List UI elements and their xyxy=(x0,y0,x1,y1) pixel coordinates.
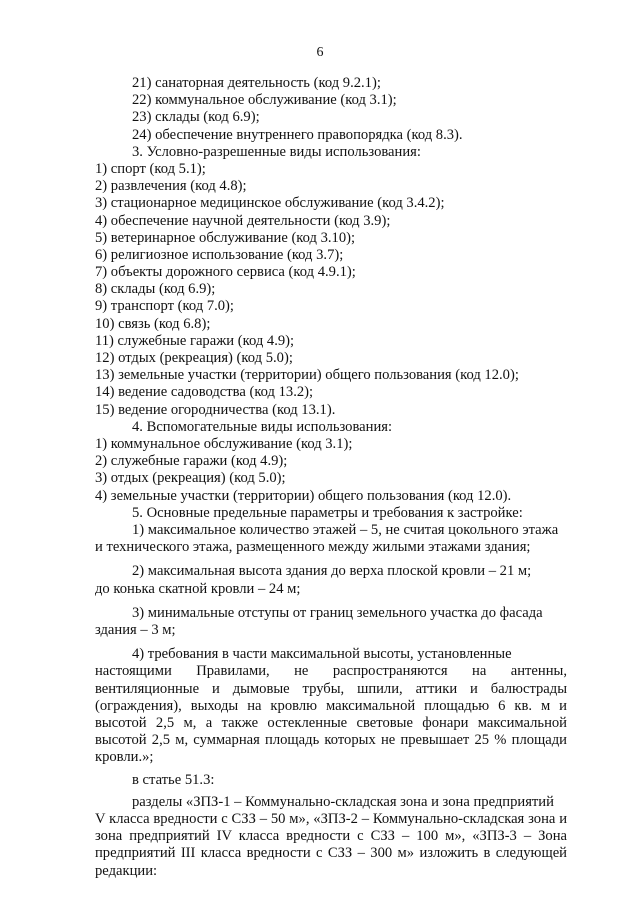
paragraphs-block xyxy=(95,522,567,880)
paragraph-first-line: 2) максимальная высота здания до верха плоской кровли – 21 м; xyxy=(132,563,532,580)
list-line: 3) стационарное медицинское обслуживание (код 3.4.2); xyxy=(95,195,445,212)
list-line: 8) склады (код 6.9); xyxy=(95,281,216,298)
paragraph-rest: настоящими Правилами, не распространяются на антенны, вентиляционные и дымовые трубы, шпили, аттики и балюстрады (ограждения), выходы на кровлю максимальной площадью 6 кв. м и высотой 2,5 м, а также остекленные световые фонари максимальной высотой 2,5 м, суммарная площадь которых не превышает 25 % площади кровли.»; xyxy=(95,663,567,766)
page-number: 6 xyxy=(316,45,324,60)
list-line: 5) ветеринарное обслуживание (код 3.10); xyxy=(95,229,356,246)
list-line: 11) служебные гаражи (код 4.9); xyxy=(95,332,295,349)
list-line: 22) коммунальное обслуживание (код 3.1); xyxy=(132,92,397,109)
list-line: 23) склады (код 6.9); xyxy=(132,109,260,126)
section-heading-4: 4. Вспомогательные виды использования: xyxy=(132,418,393,435)
list-line: 1) спорт (код 5.1); xyxy=(95,160,206,177)
list-line: 2) развлечения (код 4.8); xyxy=(95,178,247,195)
list-line: 2) служебные гаражи (код 4.9); xyxy=(95,453,288,470)
list-line: 9) транспорт (код 7.0); xyxy=(95,298,234,315)
paragraph-4 xyxy=(95,646,567,766)
list-line: 7) объекты дорожного сервиса (код 4.9.1); xyxy=(95,264,356,281)
list-line: 12) отдых (рекреация) (код 5.0); xyxy=(95,350,293,366)
paragraph-3 xyxy=(95,605,567,639)
paragraph-first-line: 3) минимальные отступы от границ земельного участка до фасада xyxy=(132,604,543,621)
list-line: 14) ведение садоводства (код 13.2); xyxy=(95,384,314,401)
list-line: 6) религиозное использование (код 3.7); xyxy=(95,246,344,263)
paragraph-1 xyxy=(95,522,567,556)
list-line: 10) связь (код 6.8); xyxy=(95,315,211,332)
list-line: 4) обеспечение научной деятельности (код 3.9); xyxy=(95,212,391,229)
paragraph-2 xyxy=(95,563,567,597)
list-line: 1) коммунальное обслуживание (код 3.1); xyxy=(95,435,353,452)
paragraph-first-line: 4) требования в части максимальной высоты, установленные xyxy=(132,646,512,663)
paragraph-rest: здания – 3 м; xyxy=(95,621,176,638)
section-heading-3: 3. Условно-разрешенные виды использования: xyxy=(132,143,421,160)
paragraph-first-line: разделы «ЗПЗ-1 – Коммунально-складская зона и зона предприятий xyxy=(132,793,554,810)
document-body xyxy=(95,75,567,522)
list-line: 4) земельные участки (территории) общего пользования (код 12.0). xyxy=(95,487,512,504)
paragraph-rest: до конька скатной кровли – 24 м; xyxy=(95,580,301,597)
paragraph-rest: V класса вредности с СЗЗ – 50 м», «ЗПЗ-2 – Коммунально-складская зона и зона предприятий IV класса вредности с СЗЗ – 100 м», «ЗПЗ-3 – Зона предприятий III класса вредности с СЗЗ – 300 м» изложить в следующей редакции: xyxy=(95,810,567,879)
list-line: 3) отдых (рекреация) (код 5.0); xyxy=(95,470,286,487)
list-line: 15) ведение огородничества (код 13.1). xyxy=(95,401,336,418)
paragraph-first-line: 1) максимальное количество этажей – 5, не считая цокольного этажа xyxy=(132,522,559,538)
section-heading-5: 5. Основные предельные параметры и требования к застройке: xyxy=(132,504,523,521)
list-line: 21) санаторная деятельность (код 9.2.1); xyxy=(132,75,381,91)
list-line: 13) земельные участки (территории) общего пользования (код 12.0); xyxy=(95,367,519,384)
list-line: 24) обеспечение внутреннего правопорядка (код 8.3). xyxy=(132,126,463,143)
paragraph-rest: и технического этажа, размещенного между жилыми этажами здания; xyxy=(95,539,531,556)
article-line: в статье 51.3: xyxy=(132,771,215,788)
final-paragraph xyxy=(95,794,567,880)
